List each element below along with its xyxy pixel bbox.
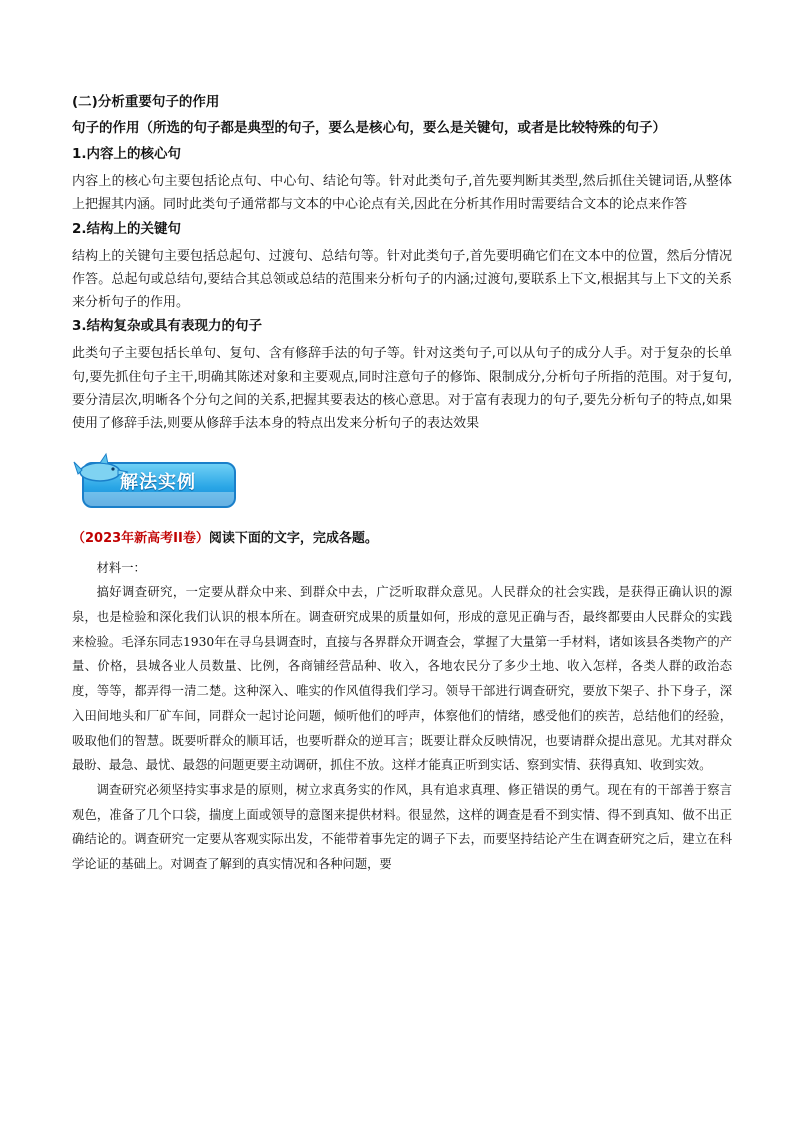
section-title: (二)分析重要句子的作用 <box>72 94 220 110</box>
item-heading-2: 2.结构上的关键句 <box>72 220 182 237</box>
question-source <box>72 528 732 550</box>
instruction-text: 阅读下面的文字，完成各题。 <box>208 530 378 546</box>
item-text-2: 结构上的关键句主要包括总起句、过渡句、总结句等。针对此类句子,首先要明确它们在文本中的位置，然后分情况作答。总起句或总结句,要结合其总领或总结的范围来分析句子的内涵;过渡句,要联系上下文,根据其与上下文的关系来分析句子的作用。 <box>72 248 732 311</box>
material-paragraph-1: 搞好调查研究，一定要从群众中来、到群众中去，广泛听取群众意见。人民群众的社会实践，是获得正确认识的源泉，也是检验和深化我们认识的根本所在。调查研究成果的质量如何，形成的意见正确与否，最终都要由人民群众的实践来检验。毛泽东同志1930年在寻乌县调查时，直接与各界群众开调查会，掌握了大量第一手材料，诸如该县各类物产的产量、价格，县城各业人员数量、比例，各商铺经营品种、收入，各地农民分了多少土地、收入怎样，各类人群的政治态度，等等，都弄得一清二楚。这种深入、唯实的作风值得我们学习。领导干部进行调查研究，要放下架子、扑下身子，深入田间地头和厂矿车间，同群众一起讨论问题，倾听他们的呼声，体察他们的情绪，感受他们的疾苦，总结他们的经验，吸取他们的智慧。既要听群众的顺耳话，也要听群众的逆耳言；既要让群众反映情况，也要请群众提出意见。尤其对群众最盼、最急、最忧、最怨的问题更要主动调研，抓住不放。这样才能真正听到实话、察到实情、获得真知、收到实效。 <box>72 585 732 773</box>
document-page <box>72 92 732 877</box>
exam-tag: （2023年新高考II卷） <box>72 530 209 546</box>
item-heading-3: 3.结构复杂或具有表现力的句子 <box>72 318 263 335</box>
intro-line: 句子的作用（所选的句子都是典型的句子，要么是核心句，要么是关键句，或者是比较特殊的句子） <box>72 120 666 136</box>
banner-label: 解法实例 <box>120 471 196 493</box>
material-paragraph-2: 调查研究必须坚持实事求是的原则，树立求真务实的作风，具有追求真理、修正错误的勇气。现在有的干部善于察言观色，准备了几个口袋，揣度上面或领导的意图来提供材料。很显然，这样的调查是看不到实情、得不到真知、做不出正确结论的。调查研究一定要从客观实际出发，不能带着事先定的调子下去，而要坚持结论产生在调查研究之后，建立在科学论证的基础上。对调查了解到的真实情况和各种问题，要 <box>72 783 732 872</box>
item-text-1: 内容上的核心句主要包括论点句、中心句、结论句等。针对此类句子,首先要判断其类型,然后抓住关键词语,从整体上把握其内涵。同时此类句子通常都与文本的中心论点有关,因此在分析其作用时需要结合文本的论点来作答 <box>72 174 732 213</box>
item-text-3: 此类句子主要包括长单句、复句、含有修辞手法的句子等。针对这类句子,可以从句子的成分人手。对于复杂的长单句,要先抓住句子主干,明确其陈述对象和主要观点,同时注意句子的修饰、限制成分,分析句子所指的范围。对于复句,要分清层次,明晰各个分句之间的关系,把握其要表达的核心意思。对于富有表现力的句子,要先分析句子的特点,如果使用了修辞手法,则要从修辞手法本身的特点出发来分析句子的表达效果 <box>72 346 732 432</box>
solution-example-banner <box>72 450 242 512</box>
item-heading-1: 1.内容上的核心句 <box>72 146 182 162</box>
material-label: 材料一： <box>96 560 146 575</box>
